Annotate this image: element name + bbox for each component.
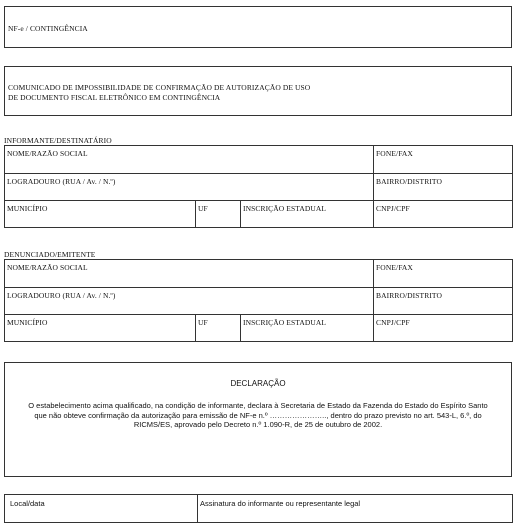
denunciado-uf-field[interactable]: UF: [196, 315, 241, 342]
denunciado-logradouro-field[interactable]: LOGRADOURO (RUA / Av. / N.º): [5, 288, 374, 315]
informante-bairro-field[interactable]: BAIRRO/DISTRITO: [374, 174, 513, 201]
informante-section-title: INFORMANTE/DESTINATÁRIO: [4, 136, 112, 145]
form-title: NF-e / CONTINGÊNCIA: [8, 24, 88, 33]
denunciado-ie-field[interactable]: INSCRIÇÃO ESTADUAL: [241, 315, 374, 342]
informante-logradouro-field[interactable]: LOGRADOURO (RUA / Av. / N.º): [5, 174, 374, 201]
denunciado-cnpj-field[interactable]: CNPJ/CPF: [374, 315, 513, 342]
notice-line-1: COMUNICADO DE IMPOSSIBILIDADE DE CONFIRMAÇÃO DE AUTORIZAÇÃO DE USO: [8, 83, 311, 92]
declaracao-title: DECLARAÇÃO: [230, 379, 286, 388]
informante-table: [4, 145, 513, 228]
denunciado-section-title: DENUNCIADO/EMITENTE: [4, 250, 96, 259]
notice-box: [4, 66, 512, 116]
signature-table: [4, 494, 513, 523]
notice-line-2: DE DOCUMENTO FISCAL ELETRÔNICO EM CONTINGÊNCIA: [8, 93, 221, 102]
denunciado-nome-field[interactable]: NOME/RAZÃO SOCIAL: [5, 260, 374, 288]
denunciado-fone-field[interactable]: FONE/FAX: [374, 260, 513, 288]
informante-nome-field[interactable]: NOME/RAZÃO SOCIAL: [5, 146, 374, 174]
denunciado-table: [4, 259, 513, 342]
informante-fone-field[interactable]: FONE/FAX: [374, 146, 513, 174]
assinatura-field[interactable]: Assinatura do informante ou representante legal: [198, 495, 513, 523]
informante-uf-field[interactable]: UF: [196, 201, 241, 228]
informante-municipio-field[interactable]: MUNICÍPIO: [5, 201, 196, 228]
declaracao-box: [4, 362, 512, 477]
header-box: [4, 6, 512, 48]
informante-ie-field[interactable]: INSCRIÇÃO ESTADUAL: [241, 201, 374, 228]
local-data-field[interactable]: Local/data: [5, 495, 198, 523]
declaracao-text: O estabelecimento acima qualificado, na condição de informante, declara à Secretaria de Estado da Fazenda do Estado do Espírito Santo que não obteve confirmação da autorização para emissão de NF-e n.º ………………….., dentro do prazo previsto no art. 543-L, 6.º, do RICMS/ES, aprovado pelo Decreto n.º 1.090-R, de 25 de outubro de 2002.: [28, 401, 488, 429]
informante-cnpj-field[interactable]: CNPJ/CPF: [374, 201, 513, 228]
denunciado-bairro-field[interactable]: BAIRRO/DISTRITO: [374, 288, 513, 315]
denunciado-municipio-field[interactable]: MUNICÍPIO: [5, 315, 196, 342]
